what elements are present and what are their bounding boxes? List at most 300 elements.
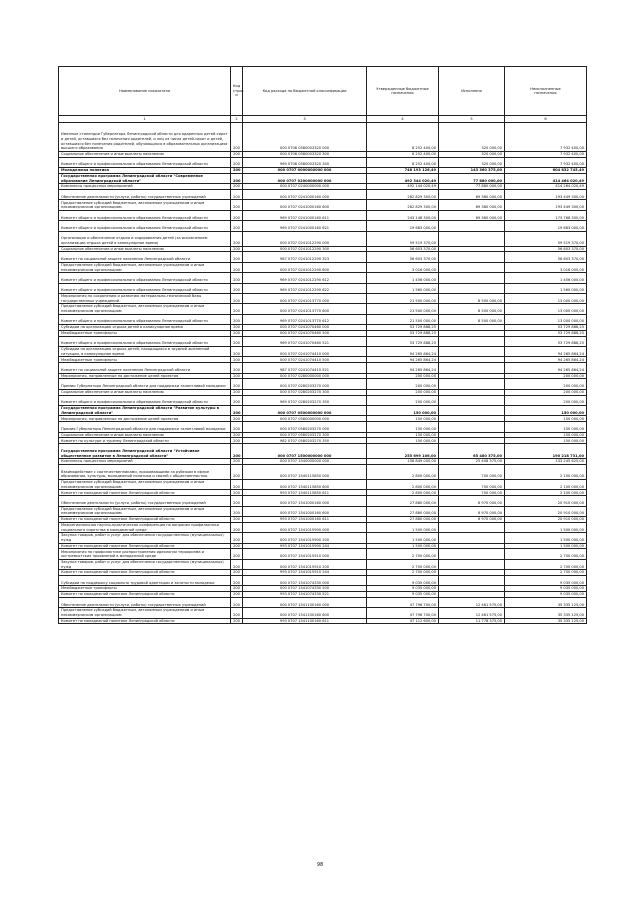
row-budget-code: 969 0707 0241013770 612 — [243, 314, 367, 324]
row-executed: 65 480 375,00 — [439, 444, 505, 459]
row-unexecuted: 94 265 864,24 — [505, 363, 587, 373]
column-number: 6 — [505, 116, 587, 123]
row-unexecuted: 35 335 125,00 — [505, 618, 587, 624]
row-line-code: 200 — [231, 549, 243, 559]
row-approved: 1 500 000,00 — [367, 522, 439, 532]
row-unexecuted: 200 000,00 — [505, 373, 587, 379]
row-name: Субсидии на поддержку социально трудовой адаптации и занятости молодежи — [59, 575, 231, 585]
row-name: Мероприятия, направленные на достижение целей проектов — [59, 373, 231, 379]
row-name: Государственная программа Ленинградской области "Устойчивое общественное развитие в Ленинградской области" — [59, 444, 231, 459]
row-unexecuted: 173 768 300,00 — [505, 210, 587, 220]
row-budget-code: 000 0707 0580203270 300 — [243, 432, 367, 438]
table-row — [59, 575, 587, 585]
row-unexecuted: 20 910 000,00 — [505, 506, 587, 516]
row-name: Социальное обеспечение и иные выплаты населению — [59, 151, 231, 157]
header-unexecuted: Неисполненные назначения — [505, 67, 587, 116]
row-approved: 27 880 000,00 — [367, 506, 439, 516]
table-header-row — [59, 67, 587, 116]
table-row — [59, 293, 587, 303]
row-executed: 8 500 000,00 — [439, 314, 505, 324]
table-row — [59, 347, 587, 357]
row-line-code: 200 — [231, 210, 243, 220]
table-row — [59, 221, 587, 231]
row-line-code: 200 — [231, 184, 243, 190]
table-row — [59, 444, 587, 459]
row-name: Государственная программа Ленинградской области "Современное образование Ленинградской области" — [59, 173, 231, 183]
header-name: Наименование показателя — [59, 67, 231, 116]
row-line-code: 200 — [231, 459, 243, 465]
row-budget-code: 000 0707 1541000160 000 — [243, 496, 367, 506]
row-unexecuted: 1 560 000,00 — [505, 283, 587, 293]
table-row — [59, 231, 587, 246]
row-approved: 150 000,00 — [367, 416, 439, 422]
row-line-code: 200 — [231, 432, 243, 438]
row-executed: 69 380 000,00 — [439, 200, 505, 210]
row-approved: 27 880 000,00 — [367, 516, 439, 522]
row-executed: 69 380 000,00 — [439, 189, 505, 199]
row-budget-code: 000 0707 1541015900 000 — [243, 522, 367, 532]
row-executed: 6 970 000,00 — [439, 496, 505, 506]
row-approved: 59 519 370,00 — [367, 231, 439, 246]
row-approved: 1 456 000,00 — [367, 273, 439, 283]
row-line-code: 200 — [231, 347, 243, 357]
row-approved: 53 729 888,25 — [367, 325, 439, 331]
row-budget-code: 969 0707 0241012290 622 — [243, 283, 367, 293]
row-budget-code: 000 0707 0000000000 000 — [243, 167, 367, 173]
row-unexecuted: 13 000 000,00 — [505, 293, 587, 303]
row-unexecuted: 35 335 125,00 — [505, 608, 587, 618]
row-approved: 200 000,00 — [367, 373, 439, 379]
row-unexecuted: 414 464 020,49 — [505, 173, 587, 183]
row-line-code: 200 — [231, 438, 243, 444]
row-approved: 47 796 700,00 — [367, 597, 439, 607]
row-line-code: 200 — [231, 379, 243, 389]
row-unexecuted: 3 016 000,00 — [505, 262, 587, 272]
row-line-code: 200 — [231, 464, 243, 479]
row-executed — [439, 363, 505, 373]
row-executed: 143 360 375,00 — [439, 167, 505, 173]
row-line-code: 200 — [231, 200, 243, 210]
row-line-code: 200 — [231, 231, 243, 246]
row-approved: 21 500 000,00 — [367, 293, 439, 303]
row-unexecuted: 94 265 864,24 — [505, 357, 587, 363]
table-row — [59, 173, 587, 183]
row-approved: 748 193 126,49 — [367, 167, 439, 173]
row-line-code: 200 — [231, 221, 243, 231]
row-name: Предоставление субсидий бюджетным, автономным учреждениям и иным некоммерческим организациям — [59, 200, 231, 210]
row-unexecuted: 2 700 000,00 — [505, 559, 587, 569]
row-executed: 320 000,00 — [439, 151, 505, 157]
row-name: Комитет по культуре и туризму Ленинградской области — [59, 438, 231, 444]
row-unexecuted: 150 000,00 — [505, 416, 587, 422]
row-executed — [439, 273, 505, 283]
row-executed: 12 461 575,00 — [439, 608, 505, 618]
row-executed — [439, 406, 505, 416]
row-line-code: 200 — [231, 496, 243, 506]
row-approved: 9 035 000,00 — [367, 586, 439, 592]
row-unexecuted: 56 603 370,00 — [505, 252, 587, 262]
row-approved: 47 796 700,00 — [367, 608, 439, 618]
row-name: Обеспечение деятельности (услуги, работы) государственных учреждений — [59, 496, 231, 506]
row-executed — [439, 575, 505, 585]
row-unexecuted: 193 449 300,00 — [505, 189, 587, 199]
row-name: Предоставление субсидий бюджетным, автономным учреждениям и иным некоммерческим организациям — [59, 262, 231, 272]
row-budget-code: 987 0707 0241012290 323 — [243, 252, 367, 262]
row-executed — [439, 262, 505, 272]
row-line-code: 200 — [231, 618, 243, 624]
row-unexecuted: 56 603 370,00 — [505, 246, 587, 252]
row-name: Комитет по молодежной политике Ленинградской области — [59, 570, 231, 576]
row-unexecuted: 94 265 864,24 — [505, 347, 587, 357]
row-budget-code: 000 0707 1540115850 000 — [243, 464, 367, 479]
row-unexecuted: 7 932 400,00 — [505, 151, 587, 157]
row-name: Субсидии на организацию отдыха детей в каникулярное время — [59, 325, 231, 331]
row-name: Мероприятия, направленные на достижение целей проектов — [59, 416, 231, 422]
row-unexecuted: 1 500 000,00 — [505, 522, 587, 532]
row-name: Молодежная политика — [59, 167, 231, 173]
row-executed — [439, 283, 505, 293]
row-unexecuted: 20 910 000,00 — [505, 496, 587, 506]
row-executed: 700 000,00 — [439, 490, 505, 496]
row-budget-code: 993 0707 1541074330 521 — [243, 592, 367, 598]
row-name: Комитет по молодежной политике Ленинградской области — [59, 543, 231, 549]
row-name: Комплексы процессных мероприятий — [59, 459, 231, 465]
table-row — [59, 379, 587, 389]
row-name: Комитет по социальной защите населения Ленинградской области — [59, 363, 231, 373]
row-name: Комплексы процессных мероприятий — [59, 184, 231, 190]
row-budget-code: 000 0707 0241012290 300 — [243, 246, 367, 252]
row-unexecuted: 150 000,00 — [505, 438, 587, 444]
table-row — [59, 618, 587, 624]
row-approved: 200 000,00 — [367, 379, 439, 389]
row-executed: 8 500 000,00 — [439, 304, 505, 314]
row-executed: 320 000,00 — [439, 157, 505, 167]
table-row — [59, 464, 587, 479]
table-row — [59, 123, 587, 152]
row-name: Комитет общего и профессионального образования Ленинградской области — [59, 273, 231, 283]
row-approved: 2 700 000,00 — [367, 559, 439, 569]
row-line-code: 200 — [231, 608, 243, 618]
row-name: Премии Губернатора Ленинградской области для поддержки талантливой молодежи — [59, 379, 231, 389]
row-unexecuted: 2 700 000,00 — [505, 570, 587, 576]
row-line-code: 200 — [231, 252, 243, 262]
row-budget-code: 000 0707 1540000000 000 — [243, 459, 367, 465]
table-row — [59, 522, 587, 532]
row-executed — [439, 395, 505, 405]
row-approved: 94 265 864,24 — [367, 347, 439, 357]
row-approved: 243 148 300,00 — [367, 210, 439, 220]
table-row — [59, 336, 587, 346]
row-unexecuted: 604 832 745,49 — [505, 167, 587, 173]
row-unexecuted: 13 000 000,00 — [505, 304, 587, 314]
row-name: Предоставление субсидий бюджетным, автономным учреждениям и иным некоммерческим организациям — [59, 304, 231, 314]
row-unexecuted: 7 932 400,00 — [505, 157, 587, 167]
row-budget-code: 000 0707 0241012290 000 — [243, 231, 367, 246]
row-executed — [439, 559, 505, 569]
row-budget-code: 000 0707 1541100160 600 — [243, 608, 367, 618]
row-approved: 9 035 000,00 — [367, 575, 439, 585]
row-approved: 53 729 888,25 — [367, 330, 439, 336]
row-unexecuted: 150 000,00 — [505, 422, 587, 432]
row-budget-code: 969 0707 0241000160 611 — [243, 210, 367, 220]
row-budget-code: 993 0707 1541015910 244 — [243, 570, 367, 576]
row-executed: 77 880 000,00 — [439, 184, 505, 190]
row-executed: 25 408 375,00 — [439, 459, 505, 465]
row-name: Комитет по молодежной политике Ленинградской области — [59, 618, 231, 624]
row-approved: 150 000,00 — [367, 422, 439, 432]
table-row — [59, 314, 587, 324]
column-number: 1 — [59, 116, 231, 123]
row-name: Социальное обеспечение и иные выплаты населению — [59, 246, 231, 252]
row-line-code: 200 — [231, 246, 243, 252]
row-executed: 77 880 000,00 — [439, 173, 505, 183]
row-unexecuted: 1 456 000,00 — [505, 273, 587, 283]
row-approved: 255 699 106,00 — [367, 444, 439, 459]
table-row — [59, 496, 587, 506]
row-budget-code: 987 0707 0241074410 521 — [243, 363, 367, 373]
row-approved: 2 700 000,00 — [367, 549, 439, 559]
row-approved: 8 252 400,00 — [367, 157, 439, 167]
row-name: Социальное обеспечение и иные выплаты населению — [59, 432, 231, 438]
table-row — [59, 189, 587, 199]
row-budget-code: 000 0707 1541074330 500 — [243, 586, 367, 592]
row-line-code: 200 — [231, 389, 243, 395]
row-unexecuted: 7 932 400,00 — [505, 123, 587, 152]
row-name: Межрегиональная научно-практическая конференция по вопросам профилактики социального сиротства в молодежной среде — [59, 522, 231, 532]
row-budget-code: 000 0707 0580203270 000 — [243, 422, 367, 432]
row-approved: 492 344 020,49 — [367, 173, 439, 183]
row-name: Комитет общего и профессионального образования Ленинградской области — [59, 336, 231, 346]
row-executed — [439, 347, 505, 357]
row-name: Предоставление субсидий бюджетным, автономным учреждениям и иным некоммерческим организациям — [59, 479, 231, 489]
row-budget-code: 000 0707 0241000160 600 — [243, 200, 367, 210]
row-line-code: 200 — [231, 304, 243, 314]
row-budget-code: 000 0707 0280203270 000 — [243, 379, 367, 389]
table-row — [59, 395, 587, 405]
row-line-code: 200 — [231, 422, 243, 432]
row-line-code: 200 — [231, 522, 243, 532]
row-approved: 2 800 000,00 — [367, 479, 439, 489]
row-name: Предоставление субсидий бюджетным, автономным учреждениям и иным некоммерческим организациям — [59, 608, 231, 618]
row-name: Организация и обеспечение отдыха и оздоровления детей (за исключением организации отдыха детей в каникулярное время) — [59, 231, 231, 246]
row-name: Комитет по молодежной политике Ленинградской области — [59, 490, 231, 496]
row-unexecuted: 53 729 888,25 — [505, 325, 587, 331]
row-executed — [439, 522, 505, 532]
table-body — [59, 123, 587, 624]
row-unexecuted: 200 000,00 — [505, 395, 587, 405]
row-executed: 700 000,00 — [439, 479, 505, 489]
row-budget-code: 000 0707 0580000000 000 — [243, 416, 367, 422]
row-unexecuted: 200 000,00 — [505, 379, 587, 389]
table-row — [59, 273, 587, 283]
row-approved: 9 035 000,00 — [367, 592, 439, 598]
row-line-code: 200 — [231, 592, 243, 598]
row-budget-code: 000 0707 0241013770 000 — [243, 293, 367, 303]
row-name: Комитет общего и профессионального образования Ленинградской области — [59, 157, 231, 167]
column-number: 3 — [243, 116, 367, 123]
table-row — [59, 363, 587, 373]
row-unexecuted: 53 729 888,25 — [505, 330, 587, 336]
row-name: Закупка товаров, работ и услуг для обеспечения государственных (муниципальных) нужд — [59, 559, 231, 569]
row-line-code: 200 — [231, 357, 243, 363]
row-budget-code: 993 0707 1541000160 611 — [243, 516, 367, 522]
row-line-code: 200 — [231, 543, 243, 549]
row-budget-code: 993 0707 1541015900 244 — [243, 543, 367, 549]
row-approved: 150 000,00 — [367, 406, 439, 416]
row-name: Мероприятия по сохранению и развитию материально-технической базы государственных учреждений — [59, 293, 231, 303]
row-unexecuted: 2 100 000,00 — [505, 479, 587, 489]
row-name: Комитет общего и профессионального образования Ленинградской области — [59, 395, 231, 405]
row-budget-code: 000 0707 0200000000 000 — [243, 173, 367, 183]
row-name: Комитет общего и профессионального образования Ленинградской области — [59, 210, 231, 220]
row-budget-code: 993 0707 1541100160 611 — [243, 618, 367, 624]
row-line-code: 200 — [231, 586, 243, 592]
row-approved: 27 880 000,00 — [367, 496, 439, 506]
row-executed — [439, 231, 505, 246]
row-budget-code: 000 0707 0280000000 000 — [243, 373, 367, 379]
row-unexecuted: 2 100 000,00 — [505, 490, 587, 496]
row-approved: 1 500 000,00 — [367, 533, 439, 543]
table-row — [59, 283, 587, 293]
row-budget-code: 000 0707 1500000000 000 — [243, 444, 367, 459]
row-line-code: 200 — [231, 479, 243, 489]
row-line-code: 200 — [231, 173, 243, 183]
row-line-code: 200 — [231, 516, 243, 522]
row-line-code: 200 — [231, 189, 243, 199]
row-approved: 8 252 400,00 — [367, 123, 439, 152]
row-line-code: 200 — [231, 416, 243, 422]
row-approved: 21 500 000,00 — [367, 314, 439, 324]
row-unexecuted: 9 035 000,00 — [505, 575, 587, 585]
row-name: Именные стипендии Губернатора Ленинградской области для одаренных детей-сирот и детей, оставшихся без попечения родителей, и лиц из числа детей-сирот и детей, оставшихся без попечения родителей, обучающихся в образовательных организациях высшего образования — [59, 123, 231, 152]
table-row — [59, 533, 587, 543]
row-line-code: 200 — [231, 293, 243, 303]
row-approved: 53 729 888,25 — [367, 336, 439, 346]
row-line-code: 200 — [231, 262, 243, 272]
row-name: Предоставление субсидий бюджетным, автономным учреждениям и иным некоммерческим организациям — [59, 506, 231, 516]
row-line-code: 200 — [231, 123, 243, 152]
row-line-code: 200 — [231, 336, 243, 346]
row-name: Закупка товаров, работ и услуг для обеспечения государственных (муниципальных) нужд — [59, 533, 231, 543]
row-budget-code: 000 0707 0241070460 500 — [243, 330, 367, 336]
row-unexecuted: 1 500 000,00 — [505, 543, 587, 549]
row-executed — [439, 252, 505, 262]
row-approved: 282 829 300,00 — [367, 200, 439, 210]
header-line-code: Код строк и — [231, 67, 243, 116]
row-approved: 200 000,00 — [367, 389, 439, 395]
row-budget-code: 982 0707 0580203270 350 — [243, 438, 367, 444]
row-budget-code: 000 0707 1541000160 600 — [243, 506, 367, 516]
row-approved: 1 500 000,00 — [367, 543, 439, 549]
row-line-code: 200 — [231, 363, 243, 373]
row-budget-code: 969 0707 0241012290 612 — [243, 273, 367, 283]
row-approved: 3 016 000,00 — [367, 262, 439, 272]
row-executed — [439, 533, 505, 543]
row-budget-code: 000 0707 1541074330 000 — [243, 575, 367, 585]
row-line-code: 200 — [231, 273, 243, 283]
row-line-code: 200 — [231, 506, 243, 516]
row-name: Обеспечение деятельности (услуги, работы) государственных учреждений — [59, 597, 231, 607]
row-executed — [439, 221, 505, 231]
row-executed: 12 461 575,00 — [439, 597, 505, 607]
row-approved: 158 849 000,00 — [367, 459, 439, 465]
row-line-code: 200 — [231, 373, 243, 379]
table-row — [59, 262, 587, 272]
row-executed — [439, 379, 505, 389]
row-line-code: 200 — [231, 151, 243, 157]
table-row — [59, 210, 587, 220]
row-name: Мероприятия по профилактике распространения идеологии терроризма и экстремистских проявлений в молодежной среде — [59, 549, 231, 559]
header-budget-code: Код расхода по бюджетной классификации — [243, 67, 367, 116]
row-line-code: 200 — [231, 406, 243, 416]
row-approved: 2 800 000,00 — [367, 464, 439, 479]
row-name: Межбюджетные трансферты — [59, 357, 231, 363]
row-name: Субсидии на организацию отдыха детей, находящихся в трудной жизненной ситуации, в каникулярное время — [59, 347, 231, 357]
row-unexecuted: 1 500 000,00 — [505, 533, 587, 543]
row-approved: 56 603 370,00 — [367, 252, 439, 262]
header-executed: Исполнено — [439, 67, 505, 116]
row-name: Комитет общего и профессионального образования Ленинградской области — [59, 314, 231, 324]
row-executed: 6 970 000,00 — [439, 516, 505, 522]
row-executed — [439, 336, 505, 346]
row-approved: 200 000,00 — [367, 395, 439, 405]
row-name: Комитет общего и профессионального образования Ленинградской области — [59, 283, 231, 293]
row-executed: 320 000,00 — [439, 123, 505, 152]
table-row — [59, 506, 587, 516]
row-name: Государственная программа Ленинградской области "Развитие культуры в Ленинградской области" — [59, 406, 231, 416]
column-number: 4 — [367, 116, 439, 123]
row-line-code: 200 — [231, 444, 243, 459]
row-name: Межбюджетные трансферты — [59, 586, 231, 592]
table-row — [59, 406, 587, 416]
row-unexecuted: 190 218 731,00 — [505, 444, 587, 459]
row-budget-code: 000 0707 1541015910 200 — [243, 559, 367, 569]
row-approved: 150 000,00 — [367, 438, 439, 444]
row-unexecuted: 53 729 888,25 — [505, 336, 587, 346]
table-row — [59, 157, 587, 167]
row-approved: 19 683 000,00 — [367, 221, 439, 231]
row-executed: 8 500 000,00 — [439, 293, 505, 303]
row-name: Социальное обеспечение и иные выплаты населению — [59, 389, 231, 395]
row-budget-code: 000 0707 0280203270 300 — [243, 389, 367, 395]
row-budget-code: 000 0707 0500000000 000 — [243, 406, 367, 416]
row-unexecuted: 9 035 000,00 — [505, 586, 587, 592]
row-line-code: 200 — [231, 330, 243, 336]
row-budget-code: 000 0707 1541015900 200 — [243, 533, 367, 543]
row-unexecuted: 59 519 370,00 — [505, 231, 587, 246]
row-executed — [439, 422, 505, 432]
row-budget-code: 000 0707 1541015910 000 — [243, 549, 367, 559]
row-budget-code: 000 0707 1541100160 000 — [243, 597, 367, 607]
row-budget-code: 000 0707 0241013770 600 — [243, 304, 367, 314]
row-name: Обеспечение деятельности (услуги, работы) государственных учреждений — [59, 189, 231, 199]
row-budget-code: 000 0707 0240000000 000 — [243, 184, 367, 190]
row-line-code: 200 — [231, 559, 243, 569]
row-approved: 56 603 370,00 — [367, 246, 439, 252]
row-approved: 1 560 000,00 — [367, 283, 439, 293]
row-line-code: 200 — [231, 570, 243, 576]
row-unexecuted: 193 449 300,00 — [505, 200, 587, 210]
table-row — [59, 608, 587, 618]
row-name: Взаимодействие с соотечественниками, проживающими за рубежом в сфере образования, культуры, молодежной политики и связей с общественностью — [59, 464, 231, 479]
row-unexecuted: 150 000,00 — [505, 432, 587, 438]
row-approved: 21 500 000,00 — [367, 304, 439, 314]
row-name: Комитет по молодежной политике Ленинградской области — [59, 592, 231, 598]
table-row — [59, 304, 587, 314]
row-line-code: 200 — [231, 167, 243, 173]
row-approved: 8 252 400,00 — [367, 151, 439, 157]
row-unexecuted: 200 000,00 — [505, 389, 587, 395]
